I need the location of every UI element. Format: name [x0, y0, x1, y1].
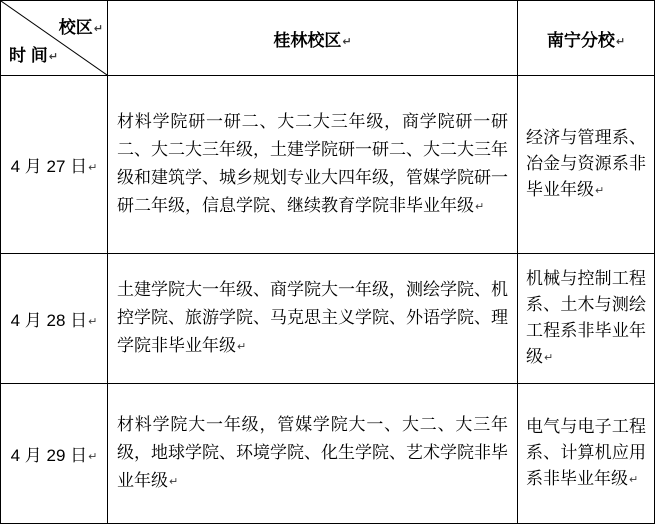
date-cell-apr29: 4 月 29 日↵ [1, 384, 108, 523]
return-mark-icon: ↵ [342, 35, 352, 48]
return-mark-icon: ↵ [629, 473, 639, 486]
return-mark-icon: ↵ [93, 23, 103, 35]
column-header-nanning: 南宁分校↵ [518, 1, 654, 76]
date-cell-apr28: 4 月 28 日↵ [1, 254, 108, 384]
nanning-cell-apr28: 机械与控制工程系、土木与测绘工程系非毕业年级↵ [518, 254, 654, 384]
return-mark-icon: ↵ [88, 451, 98, 463]
return-mark-icon: ↵ [237, 340, 247, 353]
corner-label-time: 时 间↵ [9, 46, 58, 65]
return-mark-icon: ↵ [544, 351, 554, 364]
guilin-cell-apr28: 土建学院大一年级、商学院大一年级，测绘学院、机控学院、旅游学院、马克思主义学院、外语学院、理学院非毕业年级↵ [108, 254, 518, 384]
guilin-cell-apr27: 材料学院研一研二、大二大三年级，商学院研一研二、大二大三年级，土建学院研一研二、大二大三年级和建筑学、城乡规划专业大四年级，管媒学院研一研二年级，信息学院、继续教育学院非毕业年级↵ [108, 76, 518, 254]
return-mark-icon: ↵ [88, 316, 98, 328]
return-mark-icon: ↵ [88, 162, 98, 174]
nanning-cell-apr27: 经济与管理系、冶金与资源系非毕业年级↵ [518, 76, 654, 254]
corner-label-campus: 校区↵ [58, 18, 103, 37]
return-mark-icon: ↵ [615, 35, 626, 48]
guilin-cell-apr29: 材料学院大一年级，管媒学院大一、大二、大三年级，地球学院、环境学院、化生学院、艺术学院非毕业年级↵ [108, 384, 518, 523]
return-mark-icon: ↵ [169, 475, 179, 488]
date-cell-apr27: 4 月 27 日↵ [1, 76, 108, 254]
return-mark-icon: ↵ [48, 51, 58, 63]
return-mark-icon: ↵ [475, 200, 485, 213]
column-header-guilin: 桂林校区↵ [108, 1, 518, 76]
corner-header-cell [1, 1, 108, 76]
return-mark-icon: ↵ [595, 184, 605, 197]
nanning-cell-apr29: 电气与电子工程系、计算机应用系非毕业年级↵ [518, 384, 654, 523]
